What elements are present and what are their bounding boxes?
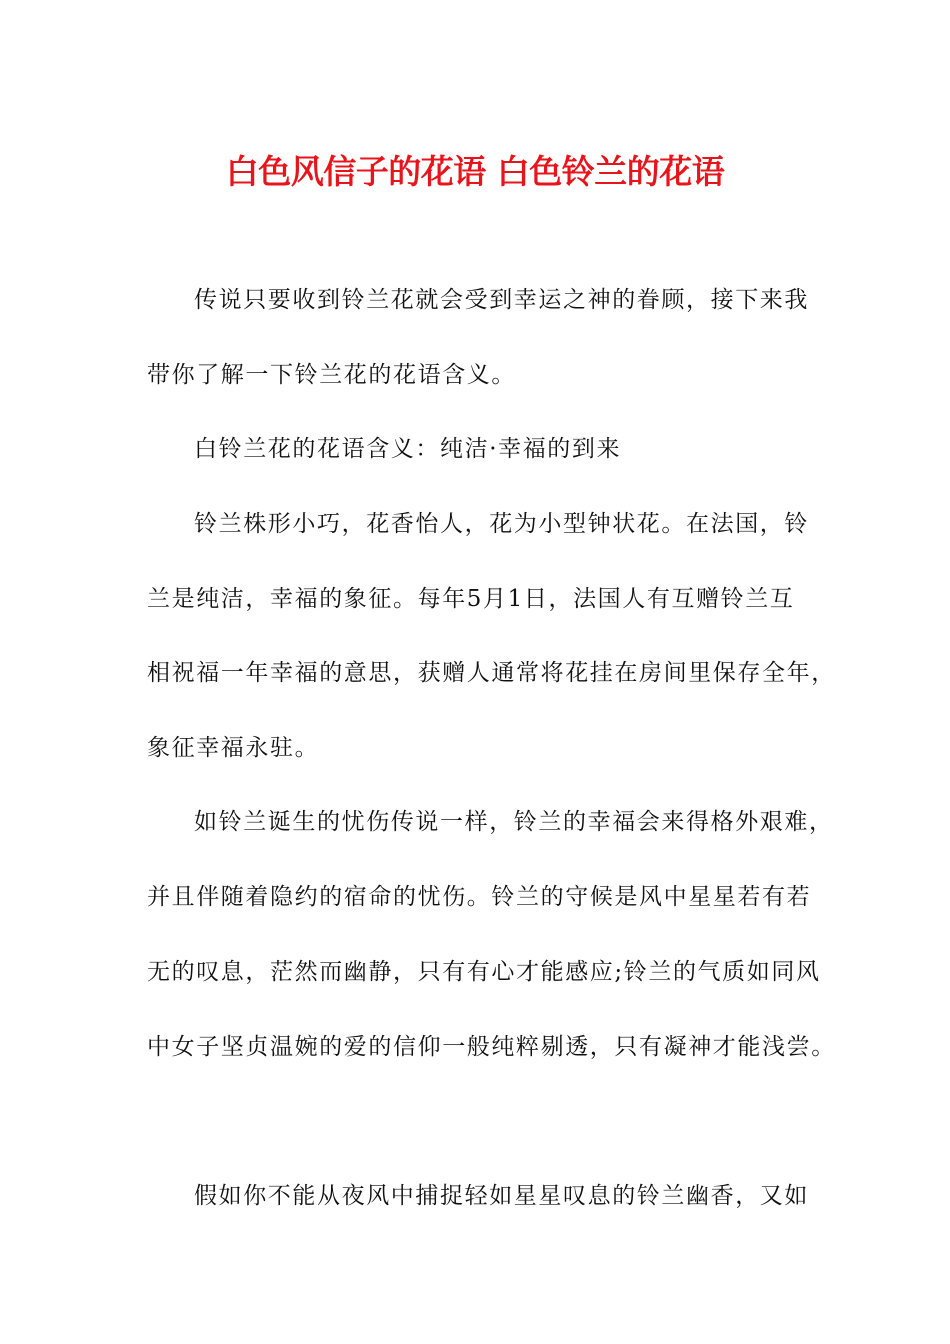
paragraph-line: 白铃兰花的花语含义：纯洁·幸福的到来 <box>194 436 622 462</box>
paragraph-line: 假如你不能从夜风中捕捉轻如星星叹息的铃兰幽香，又如 <box>194 1183 809 1209</box>
paragraph-line: 铃兰株形小巧，花香怡人，花为小型钟状花。在法国，铃 <box>194 511 809 537</box>
paragraph-line: 兰是纯洁，幸福的象征。每年5月1日，法国人有互赠铃兰互 <box>147 586 795 612</box>
document-title: 白色风信子的花语 白色铃兰的花语 <box>225 152 725 191</box>
paragraph-line: 带你了解一下铃兰花的花语含义。 <box>147 362 516 388</box>
paragraph-line: 如铃兰诞生的忧伤传说一样，铃兰的幸福会来得格外艰难， <box>194 809 834 835</box>
paragraph-line: 传说只要收到铃兰花就会受到幸运之神的眷顾，接下来我 <box>194 287 809 313</box>
paragraph-line: 并且伴随着隐约的宿命的忧伤。铃兰的守候是风中星星若有若 <box>147 884 812 910</box>
paragraph-line: 象征幸福永驻。 <box>147 735 320 761</box>
paragraph-line: 相祝福一年幸福的意思，获赠人通常将花挂在房间里保存全年， <box>147 660 836 686</box>
paragraph-line: 无的叹息，茫然而幽静，只有有心才能感应;铃兰的气质如同风 <box>147 959 821 985</box>
paragraph-line: 中女子坚贞温婉的爱的信仰一般纯粹剔透，只有凝神才能浅尝。 <box>147 1034 836 1060</box>
